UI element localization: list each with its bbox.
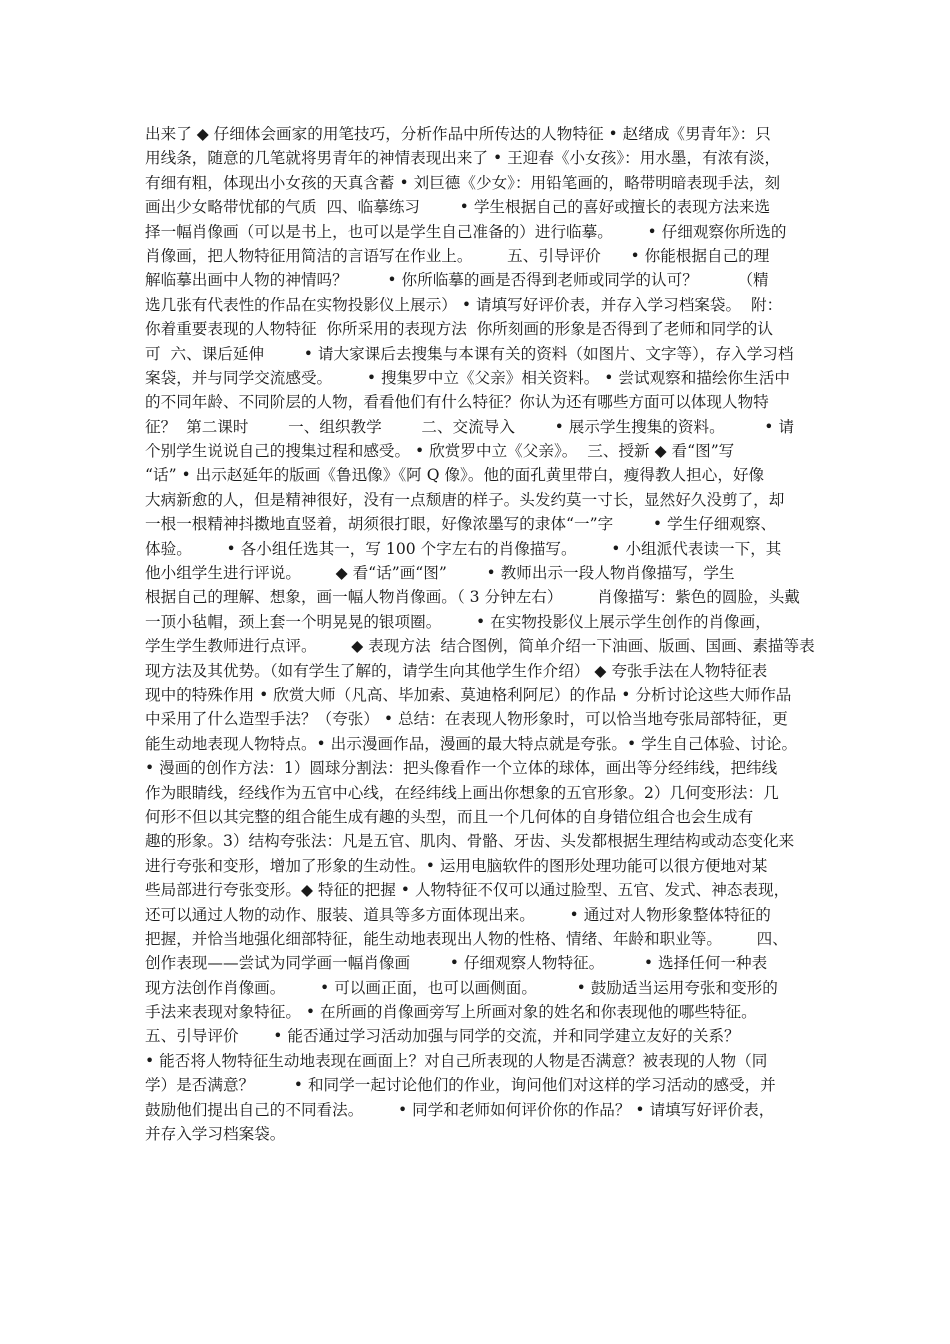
text-line: 何形不但以其完整的组合能生成有趣的头型，而且一个几何体的自身错位组合也会生成有 <box>145 807 754 826</box>
text-line: 现方法创作肖像画。 • 可以画正面，也可以画侧面。 • 鼓励适当运用夸张和变形的 <box>145 978 778 997</box>
text-line: 学）是否满意？ • 和同学一起讨论他们的作业，询问他们对这样的学习活动的感受，并 <box>145 1076 776 1095</box>
text-line: 可 六、课后延伸 • 请大家课后去搜集与本课有关的资料（如图片、文字等），存入学习档 <box>145 344 794 363</box>
text-line: 五、引导评价 • 能否通过学习活动加强与同学的交流，并和同学建立友好的关系？ <box>145 1027 740 1046</box>
text-line: 选几张有代表性的作品在实物投影仪上展示） • 请填写好评价表，并存入学习档案袋。 附： <box>145 295 783 314</box>
text-line: 能生动地表现人物特点。• 出示漫画作品，漫画的最大特点就是夸张。• 学生自己体验、讨论。 <box>145 734 798 753</box>
text-line: 现中的特殊作用 • 欣赏大师（凡高、毕加索、莫迪格利阿尼）的作品 • 分析讨论这些大师作品 <box>145 685 792 704</box>
text-line: • 漫画的创作方法：1）圆球分割法：把头像看作一个立体的球体，画出等分经纬线，把纬线 <box>145 759 778 778</box>
text-line: 趣的形象。3）结构夸张法：凡是五官、肌肉、骨骼、牙齿、头发都根据生理结构或动态变化来 <box>145 832 795 851</box>
text-line: 一顶小毡帽，颈上套一个明晃晃的银项圈。 • 在实物投影仪上展示学生创作的肖像画， <box>145 612 771 631</box>
text-line: 学生学生教师进行点评。 ◆ 表现方法 结合图例，简单介绍一下油画、版画、国画、素描等表 <box>145 637 815 656</box>
text-line: • 能否将人物特征生动地表现在画面上？对自己所表现的人物是否满意？被表现的人物（同 <box>145 1051 768 1070</box>
text-line: 案袋，并与同学交流感受。 • 搜集罗中立《父亲》相关资料。 • 尝试观察和描绘你生活中 <box>145 368 790 387</box>
text-line: 根据自己的理解、想象，画一幅人物肖像画。（ 3 分钟左右） 肖像描写：紫色的圆脸，头戴 <box>145 588 800 607</box>
text-line: 并存入学习档案袋。 <box>145 1125 286 1144</box>
text-line: 他小组学生进行评说。 ◆ 看“话”画“图” • 教师出示一段人物肖像描写，学生 <box>145 564 735 583</box>
text-line: 解临摹出画中人物的神情吗？ • 你所临摹的画是否得到老师或同学的认可？ （精 <box>145 271 769 290</box>
text-line: 还可以通过人物的动作、服装、道具等多方面体现出来。 • 通过对人物形象整体特征的 <box>145 905 771 924</box>
text-line: 现方法及其优势。（如有学生了解的，请学生向其他学生作介绍） ◆ 夸张手法在人物特征表 <box>145 661 768 680</box>
text-line: 创作表现——尝试为同学画一幅肖像画 • 仔细观察人物特征。 • 选择任何一种表 <box>145 954 768 973</box>
text-line: 一根一根精神抖擞地直竖着，胡须很打眼，好像浓墨写的隶体“一”字 • 学生仔细观察、 <box>145 515 777 534</box>
text-line: 手法来表现对象特征。 • 在所画的肖像画旁写上所画对象的姓名和你表现他的哪些特征。 <box>145 1003 757 1022</box>
text-line: 择一幅肖像画（可以是书上，也可以是学生自己准备的）进行临摹。 • 仔细观察你所选的 <box>145 222 787 241</box>
text-line: 把握，并恰当地强化细部特征，能生动地表现出人物的性格、情绪、年龄和职业等。 四、 <box>145 929 788 948</box>
text-line: 画出少女略带忧郁的气质 四、临摹练习 • 学生根据自己的喜好或擅长的表现方法来选 <box>145 198 771 217</box>
text-line: 的不同年龄、不同阶层的人物，看看他们有什么特征？你认为还有哪些方面可以体现人物特 <box>145 393 769 412</box>
text-line: 出来了 ◆ 仔细体会画家的用笔技巧，分析作品中所传达的人物特征 • 赵绪成《男青年》：只 <box>145 125 771 143</box>
text-line: 进行夸张和变形，增加了形象的生动性。• 运用电脑软件的图形处理功能可以很方便地对某 <box>145 856 768 875</box>
text-line: 征？ 第二课时 一、组织教学 二、交流导入 • 展示学生搜集的资料。 • 请 <box>145 417 795 436</box>
text-line: 你着重要表现的人物特征 你所采用的表现方法 你所刻画的形象是否得到了老师和同学的认 <box>145 320 773 339</box>
text-line: 用线条，随意的几笔就将男青年的神情表现出来了 • 王迎春《小女孩》：用水墨，有浓有淡， <box>145 149 781 168</box>
text-line: 作为眼睛线，经线作为五官中心线，在经纬线上画出你想象的五官形象。2）几何变形法：几 <box>145 783 779 802</box>
text-line: 中采用了什么造型手法？（夸张） • 总结：在表现人物形象时，可以恰当地夸张局部特征，更 <box>145 710 788 729</box>
text-line: 个别学生说说自己的搜集过程和感受。 • 欣赏罗中立《父亲》。 三、授新 ◆ 看“图”写 <box>145 442 735 461</box>
text-line: “话” • 出示赵延年的版画《鲁迅像》《阿 Q 像》。他的面孔黄里带白，瘦得教人担心，好像 <box>145 466 765 485</box>
document-body <box>145 122 817 1146</box>
text-line: 些局部进行夸张变形。◆ 特征的把握 • 人物特征不仅可以通过脸型、五官、发式、神态表现， <box>145 881 790 900</box>
text-line: 大病新愈的人，但是精神很好，没有一点颓唐的样子。头发约莫一寸长，显然好久没剪了，却 <box>145 490 785 509</box>
text-line: 鼓励他们提出自己的不同看法。 • 同学和老师如何评价你的作品？ • 请填写好评价表， <box>145 1100 775 1119</box>
text-line: 体验。 • 各小组任选其一，写 100 个字左右的肖像描写。 • 小组派代表读一下，其 <box>145 539 782 558</box>
text-line: 有细有粗，体现出小女孩的天真含蓄 • 刘巨德《少女》：用铅笔画的，略带明暗表现手法，刻 <box>145 173 781 192</box>
text-line: 肖像画，把人物特征用简洁的言语写在作业上。 五、引导评价 • 你能根据自己的理 <box>145 246 770 265</box>
